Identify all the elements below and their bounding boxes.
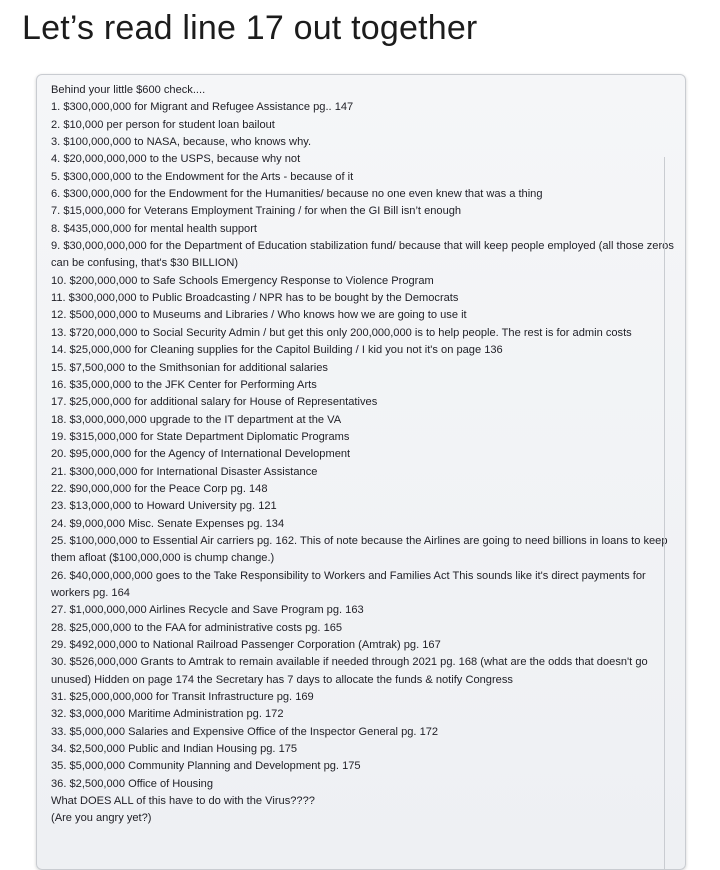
list-item: 33. $5,000,000 Salaries and Expensive Office of the Inspector General pg. 172 [51,725,439,738]
list-item: 32. $3,000,000 Maritime Administration pg. 172 [51,708,284,721]
list-item: 25. $100,000,000 to Essential Air carriers pg. 162. This of note because the Airlines are going to need billions in loans to keep them afloat ($100,000,000 is chump change.) [51,534,668,565]
list-item: 31. $25,000,000,000 for Transit Infrastructure pg. 169 [51,691,314,704]
list-item: 3. $100,000,000 to NASA, because, who knows why. [51,136,312,149]
list-item: 35. $5,000,000 Community Planning and Development pg. 175 [51,760,361,773]
list-item: 2. $10,000 per person for student loan bailout [51,118,275,131]
list-item: 22. $90,000,000 for the Peace Corp pg. 148 [51,482,268,495]
post-screenshot-card [36,74,686,870]
list-item: 18. $3,000,000,000 upgrade to the IT department at the VA [51,413,342,426]
list-item-line-17: 17. $25,000,000 for additional salary for House of Representatives [51,396,378,409]
list-item: 19. $315,000,000 for State Department Diplomatic Programs [51,430,350,443]
list-item: 30. $526,000,000 Grants to Amtrak to remain available if needed through 2021 pg. 168 (what are the odds that doesn't go unused) Hidden on page 174 the Secretary has 7 days to allocate the funds & notify Congress [51,656,648,686]
list-item: 27. $1,000,000,000 Airlines Recycle and Save Program pg. 163 [51,604,364,617]
item-list [51,99,679,793]
closing-remark: (Are you angry yet?) [51,812,152,825]
closing-question: What DOES ALL of this have to do with the Virus???? [51,795,315,808]
list-item: 36. $2,500,000 Office of Housing [51,777,214,790]
list-item: 24. $9,000,000 Misc. Senate Expenses pg. 134 [51,517,285,530]
headline: Let’s read line 17 out together [22,9,478,47]
post-intro: Behind your little $600 check.... [51,84,206,96]
list-item: 16. $35,000,000 to the JFK Center for Performing Arts [51,378,317,391]
post-text [51,82,679,828]
list-item: 13. $720,000,000 to Social Security Admin / but get this only 200,000,000 is to help people. The rest is for admin costs [51,326,632,339]
list-item: 10. $200,000,000 to Safe Schools Emergency Response to Violence Program [51,274,434,287]
list-item: 11. $300,000,000 to Public Broadcasting / NPR has to be bought by the Democrats [51,292,459,305]
scrollbar-track [664,157,671,870]
list-item: 5. $300,000,000 to the Endowment for the Arts - because of it [51,170,354,183]
list-item: 1. $300,000,000 for Migrant and Refugee Assistance pg.. 147 [51,101,354,114]
list-item: 34. $2,500,000 Public and Indian Housing pg. 175 [51,743,298,756]
list-item: 14. $25,000,000 for Cleaning supplies for the Capitol Building / I kid you not it's on page 136 [51,344,503,357]
list-item: 8. $435,000,000 for mental health support [51,222,257,235]
list-item: 21. $300,000,000 for International Disaster Assistance [51,465,318,478]
list-item: 23. $13,000,000 to Howard University pg. 121 [51,500,277,513]
list-item: 26. $40,000,000,000 goes to the Take Responsibility to Workers and Families Act This sounds like it's direct payments for workers pg. 164 [51,569,646,599]
list-item: 12. $500,000,000 to Museums and Libraries / Who knows how we are going to use it [51,309,467,322]
list-item: 29. $492,000,000 to National Railroad Passenger Corporation (Amtrak) pg. 167 [51,639,441,651]
list-item: 20. $95,000,000 for the Agency of International Development [51,448,351,461]
list-item: 6. $300,000,000 for the Endowment for the Humanities/ because no one even knew that was a thing [51,188,543,201]
list-item: 9. $30,000,000,000 for the Department of Education stabilization fund/ because that will keep people employed (all those zeros can be confusing, that's $30 BILLION) [51,240,674,270]
list-item: 7. $15,000,000 for Veterans Employment Training / for when the GI Bill isn’t enough [51,205,462,218]
list-item: 15. $7,500,000 to the Smithsonian for additional salaries [51,361,328,374]
list-item: 4. $20,000,000,000 to the USPS, because why not [51,153,301,166]
list-item: 28. $25,000,000 to the FAA for administrative costs pg. 165 [51,621,343,634]
